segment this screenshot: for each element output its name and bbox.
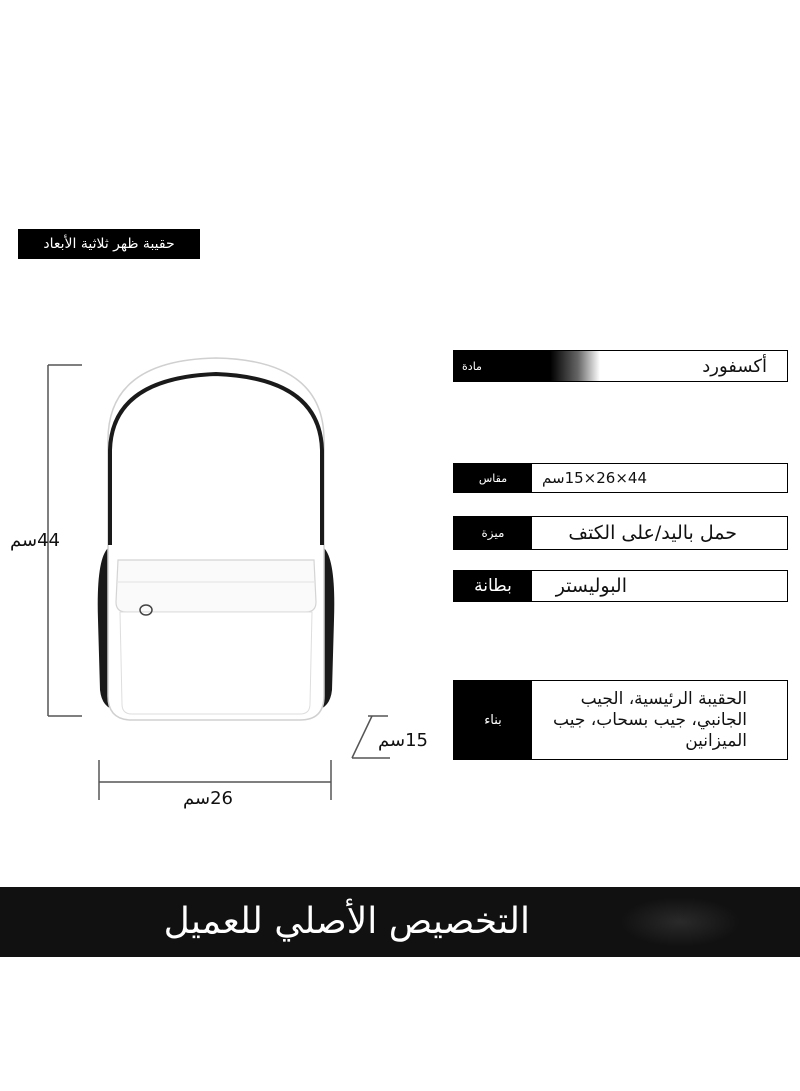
width-label: 26سم [183,788,233,809]
product-title-tag: حقيبة ظهر ثلاثية الأبعاد [18,229,200,259]
spec-value-material: أكسفورد [600,351,787,381]
spec-row-size [453,463,788,493]
spec-label-lining: بطانة [454,571,532,601]
depth-label: 15سم [378,730,428,751]
spec-label-material: مادة [454,351,490,381]
spec-value-lining: البوليستر [532,571,787,601]
spec-value-size: 44×26×15سم [532,464,787,492]
spec-label-construction: بناء [454,681,532,759]
spec-gradient-accent [490,351,600,381]
height-label: 44سم [10,530,60,551]
front-pocket [116,560,316,612]
spec-value-construction: الحقيبة الرئيسية، الجيب الجانبي، جيب بسحاب، جيب الميزانين [532,681,787,759]
spec-label-feature: ميزة [454,517,532,549]
spec-row-lining [453,570,788,602]
bottom-banner-text: التخصيص الأصلي للعميل [163,901,530,942]
spec-value-feature: حمل باليد/على الكتف [532,517,787,549]
spec-row-material [453,350,788,382]
spec-label-size: مقاس [454,464,532,492]
front-pocket-lower [120,612,312,714]
spec-row-construction [453,680,788,760]
bottom-banner [0,887,800,957]
banner-shade [620,897,740,947]
spec-row-feature [453,516,788,550]
